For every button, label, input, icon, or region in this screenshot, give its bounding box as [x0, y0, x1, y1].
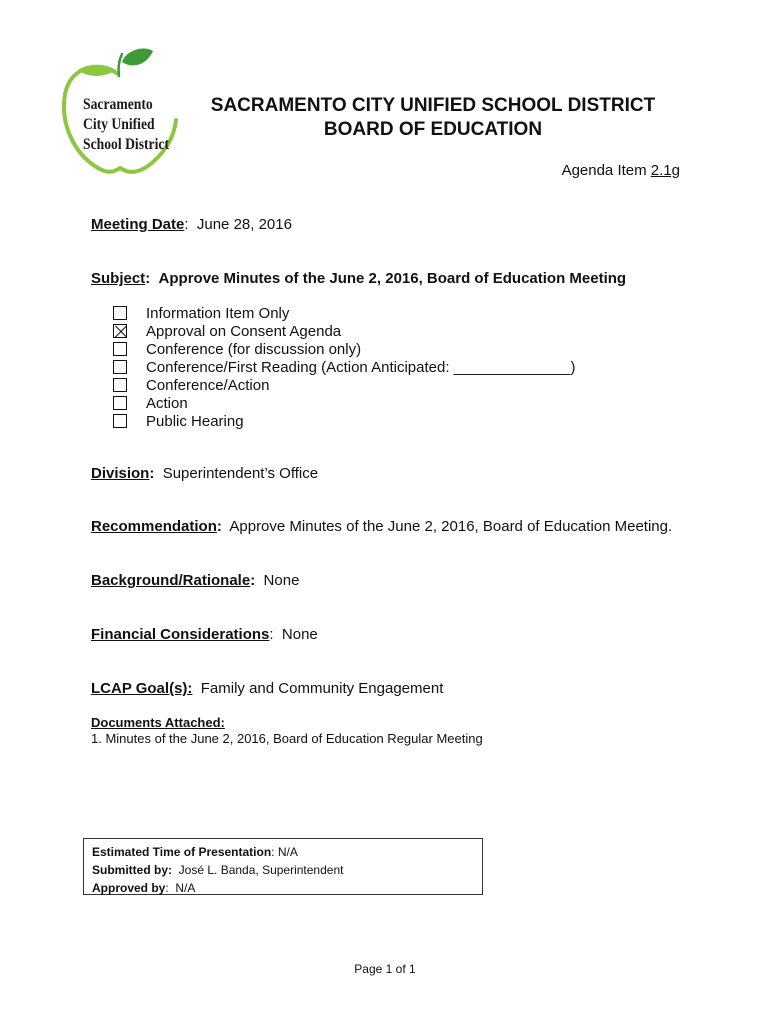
checkbox-consent-agenda[interactable]	[113, 324, 127, 338]
documents-heading: Documents Attached:	[91, 715, 225, 730]
agenda-number: 2.1g	[650, 162, 680, 179]
checkbox-first-reading[interactable]	[113, 360, 127, 374]
option-label: Approval on Consent Agenda	[146, 322, 342, 340]
estimated-time-value: N/A	[277, 845, 298, 859]
agenda-item	[562, 162, 680, 179]
background-label: Background/Rationale	[91, 572, 251, 589]
leaf-light-icon	[78, 65, 116, 76]
checkbox-conference-action[interactable]	[113, 378, 127, 392]
board-title: BOARD OF EDUCATION	[323, 119, 543, 140]
checkbox-information-item[interactable]	[113, 306, 127, 320]
lcap-label: LCAP Goal(s):	[91, 680, 193, 697]
background-value: None	[263, 572, 300, 589]
option-label: Conference/First Reading (Action Anticipated: ______________)	[146, 358, 576, 376]
financial-value: None	[281, 626, 318, 643]
division-label: Division	[91, 465, 150, 482]
checkbox-public-hearing[interactable]	[113, 414, 127, 428]
submitted-by-label: Submitted by:	[92, 863, 172, 877]
meeting-date-label: Meeting Date	[91, 216, 185, 233]
submitted-by-value: José L. Banda, Superintendent	[178, 863, 344, 877]
option-first-reading	[113, 358, 575, 376]
checkbox-conference[interactable]	[113, 342, 127, 356]
option-information-item	[113, 304, 575, 322]
option-action	[113, 394, 575, 412]
lcap-value: Family and Community Engagement	[200, 680, 444, 697]
item-type-checklist	[113, 304, 575, 430]
logo-line: Sacramento	[83, 96, 153, 113]
option-conference-action	[113, 376, 575, 394]
background-rationale: Background/Rationale: None	[91, 572, 300, 589]
presentation-info-box	[83, 838, 483, 895]
subject-value: Approve Minutes of the June 2, 2016, Board of Education Meeting	[158, 270, 627, 287]
logo-line: City Unified	[83, 116, 155, 133]
lcap-goals	[91, 680, 443, 697]
estimated-time: Estimated Time of Presentation: N/A	[92, 845, 298, 859]
financial-considerations: Financial Considerations: None	[91, 626, 318, 643]
meeting-date-value: June 28, 2016	[196, 216, 292, 233]
approved-by: Approved by: N/A	[92, 881, 196, 895]
option-label: Action	[146, 394, 188, 412]
division: Division: Superintendent’s Office	[91, 465, 319, 482]
district-title: SACRAMENTO CITY UNIFIED SCHOOL DISTRICT	[210, 95, 656, 116]
financial-label: Financial Considerations	[91, 626, 270, 643]
option-public-hearing	[113, 412, 575, 430]
page-number: Page 1 of 1	[354, 962, 416, 976]
checkbox-action[interactable]	[113, 396, 127, 410]
division-value: Superintendent’s Office	[162, 465, 319, 482]
leaf-dark-icon	[122, 48, 153, 65]
subject: Subject: Approve Minutes of the June 2, 2016, Board of Education Meeting	[91, 270, 627, 287]
recommendation: Recommendation: Approve Minutes of the June 2, 2016, Board of Education Meeting.	[91, 518, 673, 535]
option-conference	[113, 340, 575, 358]
option-label: Conference/Action	[146, 376, 270, 394]
agenda-label: Agenda Item	[561, 162, 651, 179]
approved-by-value: N/A	[175, 881, 196, 895]
option-consent-agenda	[113, 322, 575, 340]
option-label: Conference (for discussion only)	[146, 340, 362, 358]
logo-line: School District	[83, 136, 170, 153]
subject-label: Subject	[91, 270, 146, 287]
option-label: Public Hearing	[146, 412, 244, 430]
option-label: Information Item Only	[146, 304, 290, 322]
approved-by-label: Approved by	[92, 881, 166, 895]
apple-stem-icon	[119, 54, 122, 76]
document-item: 1. Minutes of the June 2, 2016, Board of Education Regular Meeting	[91, 731, 483, 746]
recommendation-label: Recommendation	[91, 518, 217, 535]
estimated-time-label: Estimated Time of Presentation	[92, 845, 272, 859]
recommendation-value: Approve Minutes of the June 2, 2016, Board of Education Meeting.	[229, 518, 673, 535]
submitted-by	[92, 861, 482, 879]
meeting-date: Meeting Date: June 28, 2016	[91, 216, 292, 233]
